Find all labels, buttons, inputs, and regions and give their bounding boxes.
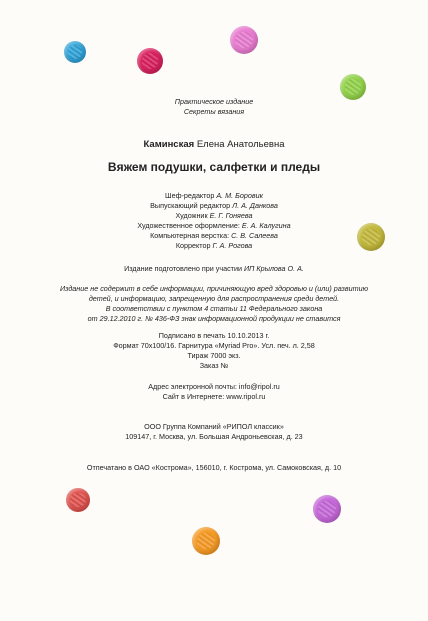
book-title: Вяжем подушки, салфетки и пледы <box>107 160 321 174</box>
author-given-names: Елена Анатольевна <box>196 139 285 150</box>
yarn-ball-blue <box>64 41 86 63</box>
publisher-address: 109147, г. Москва, ул. Большая Андроньевская, д. 23 <box>125 432 303 441</box>
author-name <box>0 139 428 150</box>
series-block <box>0 97 428 117</box>
print-line: Тираж 7000 экз. <box>187 351 241 360</box>
printing-house: Отпечатано в ОАО «Кострома», 156010, г. Кострома, ул. Самоковская, д. 10 <box>86 463 342 472</box>
yarn-ball-crimson <box>137 48 163 74</box>
credits-list <box>0 191 428 251</box>
author-surname: Каминская <box>143 139 195 150</box>
print-line: Подписано в печать 10.10.2013 г. <box>158 331 270 340</box>
publisher-name: ООО Группа Компаний «РИПОЛ классик» <box>144 422 284 431</box>
credit-line: Шеф-редактор А. М. Боровик <box>165 191 263 200</box>
website-line: Сайт в Интернете: www.ripol.ru <box>162 392 266 401</box>
credit-line: Корректор Г. А. Рогова <box>175 241 253 250</box>
yarn-ball-pink <box>230 26 258 54</box>
notice-line: В соответствии с пунктом 4 статьи 11 Федерального закона <box>105 304 323 313</box>
prepared-note: Издание подготовлено при участии ИП Крылова О. А. <box>124 264 304 273</box>
notice-line: от 29.12.2010 г. № 436-ФЗ знак информационной продукции не ставится <box>87 314 341 323</box>
yarn-ball-red <box>66 488 90 512</box>
print-line: Формат 70х100/16. Гарнитура «Myriad Pro». Усл. печ. л. 2,58 <box>113 341 315 350</box>
print-line: Заказ № <box>199 361 229 370</box>
credit-line: Выпускающий редактор Л. А. Данкова <box>150 201 278 210</box>
print-info <box>0 331 428 371</box>
email-line: Адрес электронной почты: info@ripol.ru <box>148 382 280 391</box>
credit-line: Художник Е. Г. Гоняева <box>175 211 253 220</box>
legal-notice <box>0 284 428 324</box>
notice-line: Издание не содержит в себе информации, причиняющую вред здоровью и (или) развитию <box>59 284 369 293</box>
credit-line: Художественное оформление: Е. А. Калугина <box>137 221 291 230</box>
series-line1: Практическое издание <box>174 97 254 106</box>
notice-line: детей, и информацию, запрещенную для распространения среди детей. <box>88 294 340 303</box>
publisher-info <box>0 422 428 442</box>
credit-line: Компьютерная верстка: С. В. Салеева <box>150 231 278 240</box>
series-line2: Секреты вязания <box>183 107 245 116</box>
contacts <box>0 382 428 402</box>
yarn-ball-orange <box>192 527 220 555</box>
yarn-ball-violet <box>313 495 341 523</box>
